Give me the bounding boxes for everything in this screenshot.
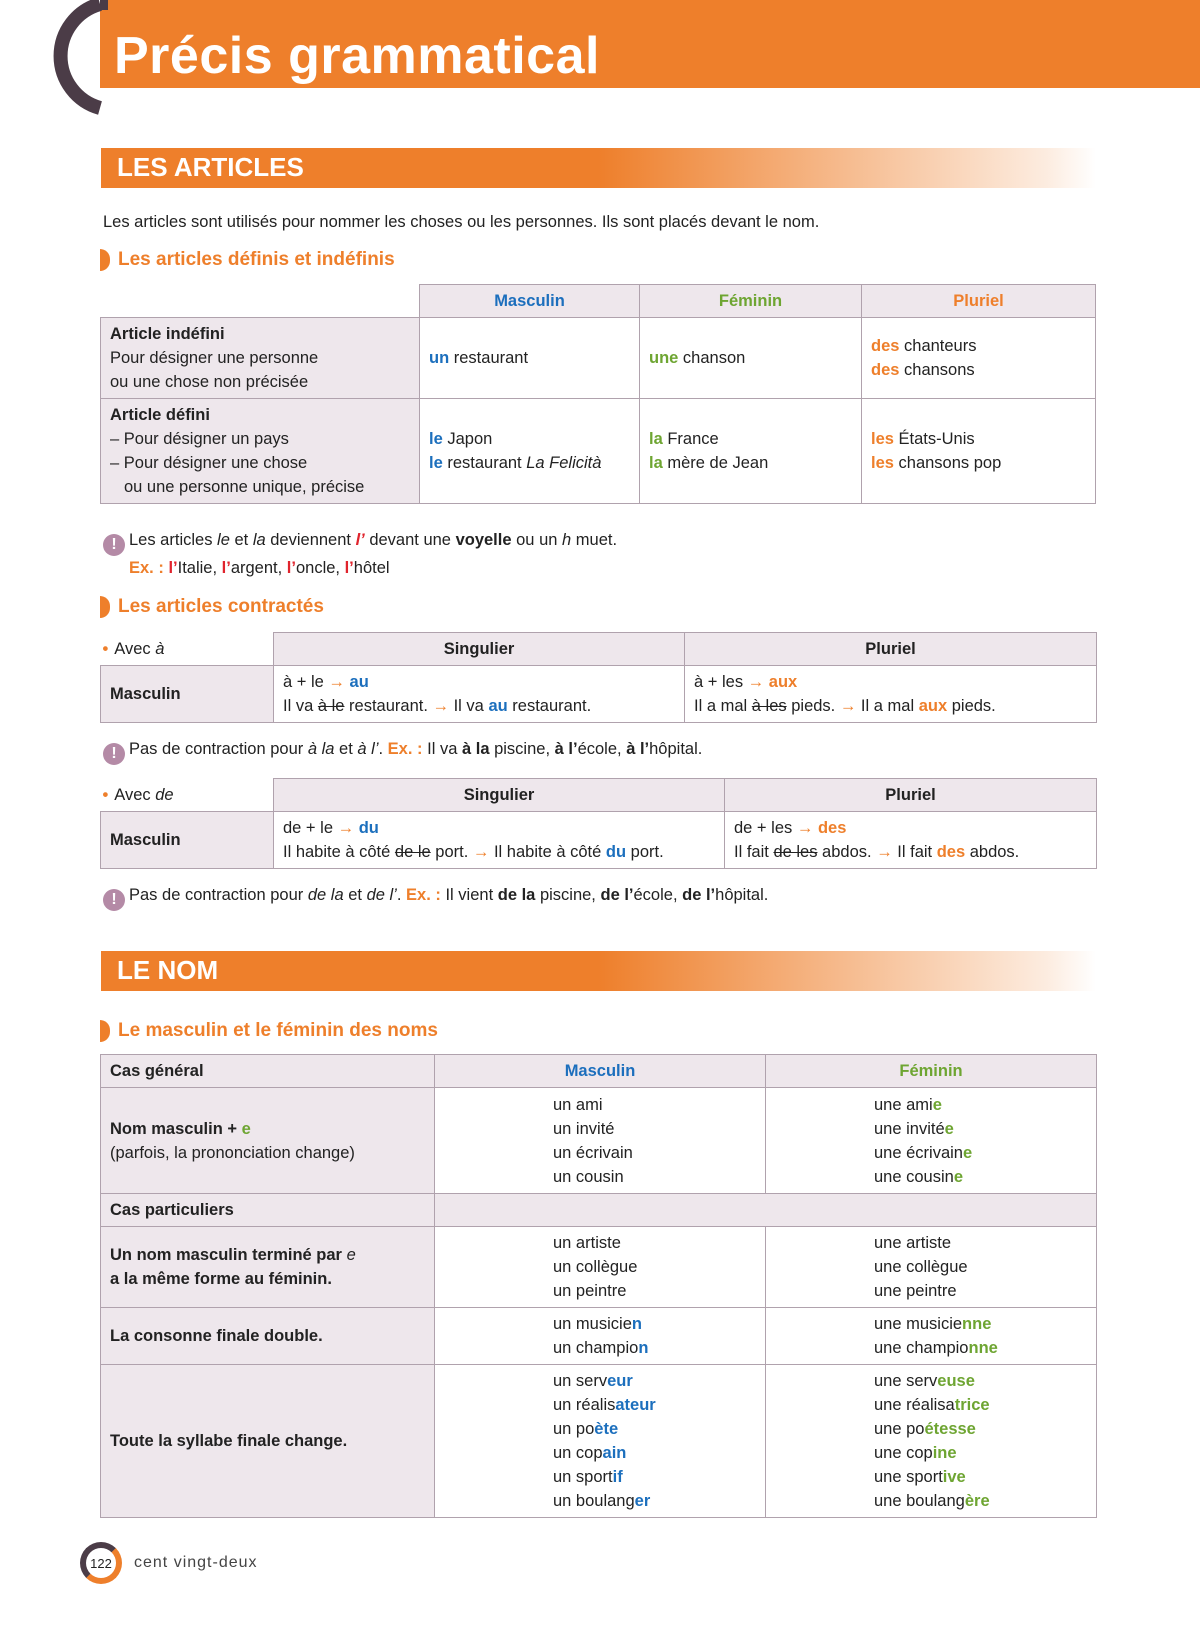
page-footer — [80, 1542, 258, 1584]
row-label-same-form: Un nom masculin terminé par e a la même forme au féminin. — [101, 1227, 435, 1308]
note-elision: ! Les articles le et la deviennent l’ devant une voyelle ou un h muet. Ex. : l’Italie, l’argent, l’oncle, l’hôtel — [103, 528, 617, 580]
cell-masculin: un ami un invité un écrivain un cousin — [435, 1088, 766, 1194]
cell-feminin: une serveuse une réalisatrice une poétesse une copine une sportive une boulangère — [766, 1365, 1097, 1518]
table-row — [101, 812, 1097, 869]
arrow-icon: → — [472, 843, 490, 861]
section-articles-banner — [101, 148, 1096, 188]
table-row — [101, 1365, 1097, 1518]
warning-icon: ! — [103, 534, 125, 556]
row-label-masculin: Masculin — [101, 666, 274, 723]
section-nom-banner — [101, 951, 1096, 991]
table-title-de: • Avec de — [102, 785, 174, 804]
table-row — [101, 318, 1096, 399]
subsection-masculin-feminin: Le masculin et le féminin des noms — [100, 1020, 438, 1042]
table-articles-definis — [100, 284, 1096, 504]
arrow-icon: → — [747, 673, 765, 691]
arrow-icon: → — [876, 843, 893, 861]
cell-masculin: le Japon le restaurant La Felicità — [420, 399, 640, 504]
subsection-marker-icon — [100, 249, 110, 271]
row-label-indefini: Article indéfini Pour désigner une personne ou une chose non précisée — [101, 318, 420, 399]
table-row — [101, 1308, 1097, 1365]
warning-icon: ! — [103, 743, 125, 765]
header-feminin: Féminin — [640, 285, 862, 318]
row-label-defini: Article défini – Pour désigner un pays – Pour désigner une chose ou une personne unique, précise — [101, 399, 420, 504]
header-cas-general: Cas général — [101, 1055, 435, 1088]
subsection-marker-icon — [100, 1020, 110, 1042]
cell-feminin: une chanson — [640, 318, 862, 399]
cell-singulier: de + le → du Il habite à côté de le port. → Il habite à côté du port. — [274, 812, 725, 869]
cell-pluriel: à + les → aux Il a mal à les pieds. → Il a mal aux pieds. — [685, 666, 1097, 723]
cell-masculin: un artiste un collègue un peintre — [435, 1227, 766, 1308]
arrow-icon: → — [328, 673, 345, 691]
table-title-a: • Avec à — [102, 639, 165, 658]
cell-masculin: un serveur un réalisateur un poète un copain un sportif un boulanger — [435, 1365, 766, 1518]
table-row — [101, 1194, 1097, 1227]
cell-singulier: à + le → au Il va à le restaurant. → Il va au restaurant. — [274, 666, 685, 723]
header-masculin: Masculin — [435, 1055, 766, 1088]
arrow-icon: → — [796, 819, 814, 837]
table-row — [101, 666, 1097, 723]
page-number-words: cent vingt-deux — [134, 1554, 258, 1571]
cell-pluriel: des chanteurs des chansons — [862, 318, 1096, 399]
note-contraction-de: ! Pas de contraction pour de la et de l’. Ex. : Il vient de la piscine, de l’école, de l’hôpital. — [103, 883, 768, 911]
section-nom-title: LE NOM — [117, 955, 219, 985]
row-label-masculin: Masculin — [101, 812, 274, 869]
header-masculin: Masculin — [420, 285, 640, 318]
subsection-contractes: Les articles contractés — [100, 596, 324, 618]
warning-icon: ! — [103, 889, 125, 911]
articles-intro: Les articles sont utilisés pour nommer les choses ou les personnes. Ils sont placés devant le nom. — [103, 213, 820, 231]
row-label-particuliers: Cas particuliers — [101, 1194, 435, 1227]
row-label-double: La consonne finale double. — [101, 1308, 435, 1365]
header-pluriel: Pluriel — [862, 285, 1096, 318]
cell-pluriel: les États-Unis les chansons pop — [862, 399, 1096, 504]
cell-masculin: un restaurant — [420, 318, 640, 399]
cell-feminin: une amie une invitée une écrivaine une cousine — [766, 1088, 1097, 1194]
note-contraction-a: ! Pas de contraction pour à la et à l’. Ex. : Il va à la piscine, à l’école, à l’hôpital. — [103, 737, 702, 765]
cell-feminin: une artiste une collègue une peintre — [766, 1227, 1097, 1308]
arrow-icon: → — [432, 697, 450, 715]
header-pluriel: Pluriel — [725, 779, 1097, 812]
subsection-marker-icon — [100, 596, 110, 618]
table-noms — [100, 1054, 1097, 1518]
cell-feminin: la France la mère de Jean — [640, 399, 862, 504]
table-row — [101, 1088, 1097, 1194]
cell-masculin: un musicien un champion — [435, 1308, 766, 1365]
header-feminin: Féminin — [766, 1055, 1097, 1088]
section-articles-title: LES ARTICLES — [117, 152, 304, 182]
page-title: Précis grammatical — [114, 27, 600, 85]
subsection-definis-indefinis: Les articles définis et indéfinis — [100, 249, 395, 271]
header-singulier: Singulier — [274, 779, 725, 812]
arrow-icon: → — [839, 697, 857, 715]
cell-pluriel: de + les → des Il fait de les abdos. → Il fait des abdos. — [725, 812, 1097, 869]
row-label-general: Nom masculin + e (parfois, la prononciation change) — [101, 1088, 435, 1194]
header-singulier: Singulier — [274, 633, 685, 666]
header-pluriel: Pluriel — [685, 633, 1097, 666]
cell-feminin: une musicienne une championne — [766, 1308, 1097, 1365]
row-label-syllable: Toute la syllabe finale change. — [101, 1365, 435, 1518]
table-row — [101, 399, 1096, 504]
table-row — [101, 1227, 1097, 1308]
page-number-badge: 122 — [80, 1542, 122, 1584]
table-contraction-a — [100, 632, 1097, 723]
table-contraction-de — [100, 778, 1097, 869]
arrow-icon: → — [337, 819, 355, 837]
